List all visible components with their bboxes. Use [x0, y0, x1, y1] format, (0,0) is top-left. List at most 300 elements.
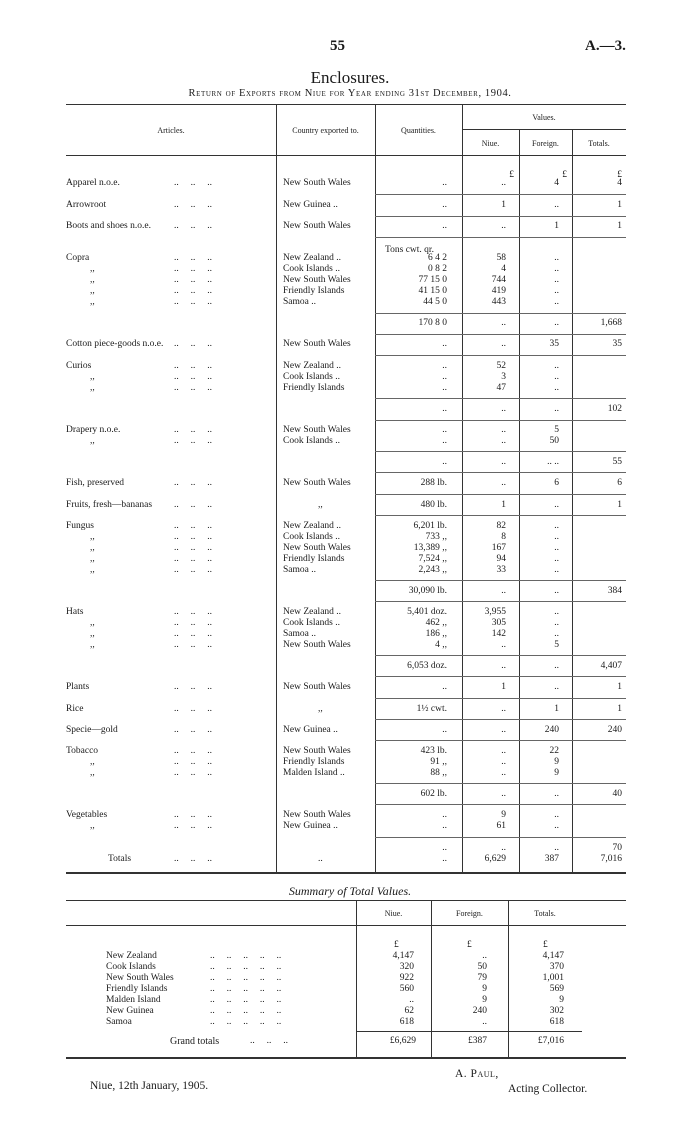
summary-header-foreign: Foreign. — [456, 909, 483, 918]
summary-niue: 618 — [399, 1017, 414, 1027]
row-country: Friendly Islands — [283, 757, 345, 767]
row-foreign-value: .. — [554, 843, 559, 853]
signature-role: Acting Collector. — [508, 1083, 588, 1095]
summary-niue: 4,147 — [392, 951, 414, 961]
row-article: ,, — [90, 565, 95, 575]
row-total-value: 384 — [607, 586, 622, 596]
row-niue-value: 82 — [496, 521, 506, 531]
row-article: ,, — [90, 275, 95, 285]
row-niue-value: 744 — [491, 275, 506, 285]
row-quantity: .. — [442, 404, 447, 414]
summary-title: Summary of Total Values. — [288, 884, 412, 898]
row-foreign-value: .. — [554, 543, 559, 553]
leader-dots: .. .. .. — [174, 436, 212, 446]
row-foreign-value: .. — [554, 500, 559, 510]
row-country: New South Wales — [283, 746, 351, 756]
row-total-value: 55 — [612, 457, 622, 467]
row-quantity: 77 15 0 — [418, 275, 447, 285]
header-niue: Niue. — [481, 139, 500, 148]
leader-dots: .. .. .. — [174, 200, 212, 210]
summary-header-niue: Niue. — [384, 909, 403, 918]
row-niue-value: .. — [501, 640, 506, 650]
summary-foreign: 9 — [482, 995, 487, 1005]
row-quantity: 7,524 ,, — [418, 554, 447, 564]
row-foreign-value: .. — [554, 264, 559, 274]
row-niue-value: 47 — [496, 383, 506, 393]
row-niue-value: .. — [501, 768, 506, 778]
row-foreign-value: 35 — [549, 339, 559, 349]
leader-dots: .. .. .. — [174, 532, 212, 542]
row-quantity: 5,401 doz. — [407, 607, 447, 617]
row-article: Fungus — [66, 521, 94, 531]
row-foreign-value: .. — [554, 318, 559, 328]
summary-leader-dots: .. .. .. .. .. — [210, 973, 282, 983]
row-total-value: 70 — [612, 843, 622, 853]
row-article: ,, — [90, 543, 95, 553]
leader-dots: .. .. .. — [174, 640, 212, 650]
row-niue-value: 419 — [491, 286, 506, 296]
row-niue-value: 33 — [496, 565, 506, 575]
header-values: Values. — [532, 113, 556, 122]
row-niue-value: .. — [501, 178, 506, 188]
row-quantity: .. — [442, 361, 447, 371]
leader-dots: .. .. .. — [174, 221, 212, 231]
row-niue-value: 52 — [496, 361, 506, 371]
row-niue-value: .. — [501, 339, 506, 349]
summary-label: Friendly Islands — [106, 984, 168, 994]
row-niue-value: .. — [501, 725, 506, 735]
summary-niue: 62 — [404, 1006, 414, 1016]
row-foreign-value: .. — [554, 253, 559, 263]
summary-leader-dots: .. .. .. .. .. — [210, 962, 282, 972]
summary-total: 9 — [559, 995, 564, 1005]
row-total-value: 1,668 — [600, 318, 622, 328]
leader-dots: .. .. .. — [174, 810, 212, 820]
leader-dots: .. .. .. — [174, 339, 212, 349]
row-country: Samoa .. — [283, 297, 316, 307]
leader-dots: .. .. .. — [174, 297, 212, 307]
row-article: Arrowroot — [66, 200, 107, 210]
row-quantity: 91 ,, — [430, 757, 447, 767]
row-article: Vegetables — [66, 810, 108, 820]
row-country: ,, — [318, 704, 323, 714]
row-article: Fish, preserved — [66, 478, 125, 488]
row-quantity: 462 ,, — [425, 618, 447, 628]
place-date: Niue, 12th January, 1905. — [90, 1080, 209, 1092]
grand-total-niue: £6,629 — [389, 1036, 416, 1046]
row-total-value: 1 — [617, 682, 622, 692]
summary-leader-dots: .. .. .. .. .. — [210, 951, 282, 961]
row-quantity: .. — [442, 436, 447, 446]
leader-dots: .. .. .. — [174, 500, 212, 510]
row-country: Samoa .. — [283, 565, 316, 575]
row-country: New South Wales — [283, 425, 351, 435]
summary-foreign: .. — [482, 951, 487, 961]
row-foreign-value: 5 — [554, 640, 559, 650]
row-quantity: 44 5 0 — [423, 297, 447, 307]
row-quantity: 602 lb. — [420, 789, 447, 799]
row-foreign-value: 50 — [549, 436, 559, 446]
row-niue-value: 305 — [491, 618, 506, 628]
leader-dots: .. .. .. — [174, 821, 212, 831]
row-country: New Zealand .. — [283, 521, 342, 531]
row-foreign-value: .. — [554, 629, 559, 639]
leader-dots: .. .. .. — [174, 607, 212, 617]
row-niue-value: .. — [501, 757, 506, 767]
row-quantity: .. — [442, 821, 447, 831]
row-foreign-value: .. — [554, 661, 559, 671]
summary-foreign: .. — [482, 1017, 487, 1027]
row-foreign-value: .. .. — [547, 457, 559, 467]
row-article: ,, — [90, 640, 95, 650]
row-article: Plants — [66, 682, 90, 692]
row-country: New South Wales — [283, 339, 351, 349]
row-niue-value: .. — [501, 704, 506, 714]
row-quantity: 733 ,, — [425, 532, 447, 542]
row-niue-value: .. — [501, 843, 506, 853]
summary-label: Malden Island — [106, 995, 161, 1005]
summary-total: 569 — [549, 984, 564, 994]
leader-dots: .. .. .. — [174, 361, 212, 371]
leader-dots: .. .. .. — [174, 704, 212, 714]
row-total-value: 240 — [607, 725, 622, 735]
row-foreign-value: .. — [554, 586, 559, 596]
row-niue-value: 1 — [501, 200, 506, 210]
row-niue-value: 142 — [491, 629, 506, 639]
leader-dots: .. .. .. — [174, 554, 212, 564]
summary-niue: .. — [409, 995, 414, 1005]
leader-dots: .. .. .. — [174, 521, 212, 531]
row-country: Friendly Islands — [283, 383, 345, 393]
row-niue-value: .. — [501, 661, 506, 671]
row-total-value: 40 — [612, 789, 622, 799]
leader-dots: .. .. .. — [174, 543, 212, 553]
row-country: Samoa .. — [283, 629, 316, 639]
row-total-value: 7,016 — [600, 854, 622, 864]
row-foreign-value: .. — [554, 821, 559, 831]
page-number: 55 — [330, 38, 345, 54]
row-quantity: 1½ cwt. — [416, 704, 447, 714]
pound-sign-foreign: £ — [562, 170, 567, 180]
row-quantity: 6,201 lb. — [413, 521, 447, 531]
row-niue-value: 3,955 — [484, 607, 506, 617]
row-country: New South Wales — [283, 221, 351, 231]
row-foreign-value: 4 — [554, 178, 559, 188]
leader-dots: .. .. .. — [174, 746, 212, 756]
grand-totals-dots: .. .. .. — [250, 1036, 288, 1046]
leader-dots: .. .. .. — [174, 478, 212, 488]
row-quantity: .. — [442, 682, 447, 692]
summary-total: 618 — [549, 1017, 564, 1027]
row-foreign-value: .. — [554, 200, 559, 210]
signature: A. Paul, — [455, 1068, 499, 1080]
header-quantities: Quantities. — [401, 126, 436, 135]
summary-total: 4,147 — [542, 951, 564, 961]
row-foreign-value: 1 — [554, 221, 559, 231]
row-total-value: 1 — [617, 704, 622, 714]
row-quantity: .. — [442, 457, 447, 467]
row-quantity: .. — [442, 178, 447, 188]
row-country: New Zealand .. — [283, 361, 342, 371]
row-article: ,, — [90, 768, 95, 778]
row-foreign-value: .. — [554, 372, 559, 382]
summary-leader-dots: .. .. .. .. .. — [210, 984, 282, 994]
leader-dots: .. .. .. — [174, 425, 212, 435]
leader-dots: .. .. .. — [174, 682, 212, 692]
row-quantity: .. — [442, 425, 447, 435]
row-article: ,, — [90, 618, 95, 628]
page-title: Enclosures. — [310, 68, 390, 87]
header-foreign: Foreign. — [532, 139, 559, 148]
row-country: ,, — [318, 500, 323, 510]
row-foreign-value: 1 — [554, 704, 559, 714]
row-quantity: 186 ,, — [425, 629, 447, 639]
row-foreign-value: .. — [554, 682, 559, 692]
row-article: Curios — [66, 361, 92, 371]
row-niue-value: 61 — [496, 821, 506, 831]
row-country: Cook Islands .. — [283, 372, 340, 382]
row-foreign-value: 5 — [554, 425, 559, 435]
row-foreign-value: .. — [554, 565, 559, 575]
row-quantity: 4 ,, — [435, 640, 447, 650]
row-foreign-value: 9 — [554, 757, 559, 767]
leader-dots: .. .. .. — [174, 253, 212, 263]
summary-niue: 560 — [399, 984, 414, 994]
row-country: Malden Island .. — [283, 768, 345, 778]
row-country: Cook Islands .. — [283, 436, 340, 446]
row-foreign-value: 387 — [544, 854, 559, 864]
summary-pound-niue: £ — [394, 940, 399, 950]
row-quantity: .. — [442, 372, 447, 382]
row-niue-value: .. — [501, 746, 506, 756]
summary-niue: 320 — [399, 962, 414, 972]
page-subtitle: Return of Exports from Niue for Year ending 31st December, 1904. — [188, 88, 512, 99]
leader-dots: .. .. .. — [174, 286, 212, 296]
row-foreign-value: .. — [554, 810, 559, 820]
summary-header-totals: Totals. — [534, 909, 556, 918]
row-foreign-value: .. — [554, 554, 559, 564]
leader-dots: .. .. .. — [174, 629, 212, 639]
row-total-value: 4,407 — [600, 661, 622, 671]
row-foreign-value: .. — [554, 286, 559, 296]
row-quantity: 170 8 0 — [418, 318, 447, 328]
row-article: ,, — [90, 554, 95, 564]
header-articles: Articles. — [157, 126, 185, 135]
row-quantity: .. — [442, 339, 447, 349]
summary-leader-dots: .. .. .. .. .. — [210, 995, 282, 1005]
row-quantity: 13,389 ,, — [413, 543, 447, 553]
summary-pound-foreign: £ — [467, 940, 472, 950]
row-total-value: 102 — [607, 404, 622, 414]
row-article: ,, — [90, 436, 95, 446]
row-quantity: 288 lb. — [420, 478, 447, 488]
row-total-value: 1 — [617, 221, 622, 231]
row-niue-value: 4 — [501, 264, 506, 274]
row-quantity: .. — [442, 810, 447, 820]
row-quantity: 2,243 ,, — [418, 565, 447, 575]
row-country: New Guinea .. — [283, 200, 338, 210]
summary-niue: 922 — [399, 973, 414, 983]
row-country: Friendly Islands — [283, 554, 345, 564]
row-country: New South Wales — [283, 178, 351, 188]
row-country: New South Wales — [283, 543, 351, 553]
row-niue-value: .. — [501, 425, 506, 435]
row-quantity: 30,090 lb. — [408, 586, 447, 596]
row-foreign-value: .. — [554, 607, 559, 617]
summary-foreign: 240 — [472, 1006, 487, 1016]
row-foreign-value: 6 — [554, 478, 559, 488]
summary-foreign: 79 — [477, 973, 487, 983]
row-foreign-value: .. — [554, 789, 559, 799]
row-country: New Guinea .. — [283, 725, 338, 735]
leader-dots: .. .. .. — [174, 264, 212, 274]
row-niue-value: 9 — [501, 810, 506, 820]
summary-label: New Zealand — [106, 951, 157, 961]
row-article: ,, — [90, 383, 95, 393]
row-country: .. — [318, 854, 323, 864]
row-foreign-value: 22 — [549, 746, 559, 756]
row-foreign-value: .. — [554, 361, 559, 371]
row-quantity: 6,053 doz. — [407, 661, 447, 671]
grand-totals-label: Grand totals — [170, 1036, 220, 1047]
row-foreign-value: .. — [554, 532, 559, 542]
row-quantity: 6 4 2 — [428, 253, 447, 263]
row-quantity: 41 15 0 — [418, 286, 447, 296]
header-country: Country exported to. — [292, 126, 359, 135]
row-quantity: 480 lb. — [420, 500, 447, 510]
summary-label: New Guinea — [106, 1006, 154, 1016]
leader-dots: .. .. .. — [174, 565, 212, 575]
summary-label: Cook Islands — [106, 962, 156, 972]
row-niue-value: .. — [501, 404, 506, 414]
row-country: New South Wales — [283, 640, 351, 650]
row-niue-value: 58 — [496, 253, 506, 263]
pound-sign-niue: £ — [509, 170, 514, 180]
page-reference: A.—3. — [585, 38, 626, 54]
grand-total-totals: £7,016 — [537, 1036, 564, 1046]
leader-dots: .. .. .. — [174, 618, 212, 628]
leader-dots: .. .. .. — [174, 854, 212, 864]
row-total-value: 1 — [617, 500, 622, 510]
row-article: ,, — [90, 629, 95, 639]
summary-leader-dots: .. .. .. .. .. — [210, 1006, 282, 1016]
row-article: Fruits, fresh—bananas — [66, 500, 153, 510]
row-niue-value: .. — [501, 436, 506, 446]
row-quantity: 88 ,, — [430, 768, 447, 778]
row-country: New Zealand .. — [283, 253, 342, 263]
row-foreign-value: 240 — [544, 725, 559, 735]
row-niue-value: .. — [501, 478, 506, 488]
row-niue-value: .. — [501, 221, 506, 231]
row-quantity: 423 lb. — [420, 746, 447, 756]
header-totals: Totals. — [588, 139, 610, 148]
row-article: Copra — [66, 253, 90, 263]
row-total-value: 6 — [617, 478, 622, 488]
row-country: Cook Islands .. — [283, 264, 340, 274]
summary-total: 370 — [549, 962, 564, 972]
row-niue-value: .. — [501, 586, 506, 596]
row-article: ,, — [90, 286, 95, 296]
row-total-value: 1 — [617, 200, 622, 210]
row-niue-value: 167 — [491, 543, 506, 553]
leader-dots: .. .. .. — [174, 178, 212, 188]
row-country: Cook Islands .. — [283, 618, 340, 628]
row-quantity: .. — [442, 221, 447, 231]
row-article: ,, — [90, 757, 95, 767]
row-article: Rice — [66, 704, 84, 714]
summary-label: Samoa — [106, 1017, 132, 1027]
row-quantity: 0 8 2 — [428, 264, 447, 274]
row-niue-value: 94 — [496, 554, 506, 564]
row-article: ,, — [90, 532, 95, 542]
pound-sign-totals: £ — [617, 170, 622, 180]
row-article: ,, — [90, 264, 95, 274]
leader-dots: .. .. .. — [174, 725, 212, 735]
row-country: New South Wales — [283, 682, 351, 692]
row-country: New South Wales — [283, 810, 351, 820]
row-foreign-value: 9 — [554, 768, 559, 778]
row-total-value: 4 — [617, 178, 622, 188]
summary-pound-totals: £ — [543, 940, 548, 950]
leader-dots: .. .. .. — [174, 372, 212, 382]
row-article: Tobacco — [66, 746, 99, 756]
row-article: Apparel n.o.e. — [66, 178, 120, 188]
row-niue-value: 1 — [501, 500, 506, 510]
row-niue-value: .. — [501, 318, 506, 328]
row-foreign-value: .. — [554, 275, 559, 285]
row-quantity: .. — [442, 854, 447, 864]
summary-label: New South Wales — [106, 973, 174, 983]
row-country: Cook Islands .. — [283, 532, 340, 542]
leader-dots: .. .. .. — [174, 275, 212, 285]
row-foreign-value: .. — [554, 404, 559, 414]
row-country: New Zealand .. — [283, 607, 342, 617]
row-niue-value: 6,629 — [484, 854, 506, 864]
leader-dots: .. .. .. — [174, 757, 212, 767]
leader-dots: .. .. .. — [174, 768, 212, 778]
row-article: ,, — [90, 821, 95, 831]
tons-header: Tons cwt. qr. — [385, 245, 434, 255]
row-article: Hats — [66, 607, 84, 617]
row-quantity: .. — [442, 725, 447, 735]
row-article: Cotton piece-goods n.o.e. — [66, 339, 164, 349]
summary-foreign: 50 — [477, 962, 487, 972]
summary-total: 1,001 — [542, 973, 564, 983]
summary-leader-dots: .. .. .. .. .. — [210, 1017, 282, 1027]
summary-foreign: 9 — [482, 984, 487, 994]
row-niue-value: .. — [501, 789, 506, 799]
row-country: New South Wales — [283, 478, 351, 488]
row-niue-value: .. — [501, 457, 506, 467]
row-foreign-value: .. — [554, 618, 559, 628]
row-foreign-value: .. — [554, 383, 559, 393]
row-article: ,, — [90, 297, 95, 307]
row-niue-value: 3 — [501, 372, 506, 382]
row-quantity: .. — [442, 843, 447, 853]
row-article: ,, — [90, 372, 95, 382]
row-quantity: .. — [442, 383, 447, 393]
row-article: Drapery n.o.e. — [66, 425, 121, 435]
leader-dots: .. .. .. — [174, 383, 212, 393]
summary-total: 302 — [549, 1006, 564, 1016]
grand-total-foreign: £387 — [468, 1036, 487, 1046]
row-foreign-value: .. — [554, 297, 559, 307]
row-article: Specie—gold — [66, 725, 118, 735]
row-total-value: 35 — [612, 339, 622, 349]
row-quantity: .. — [442, 200, 447, 210]
row-country: New South Wales — [283, 275, 351, 285]
row-article: Totals — [108, 854, 132, 864]
